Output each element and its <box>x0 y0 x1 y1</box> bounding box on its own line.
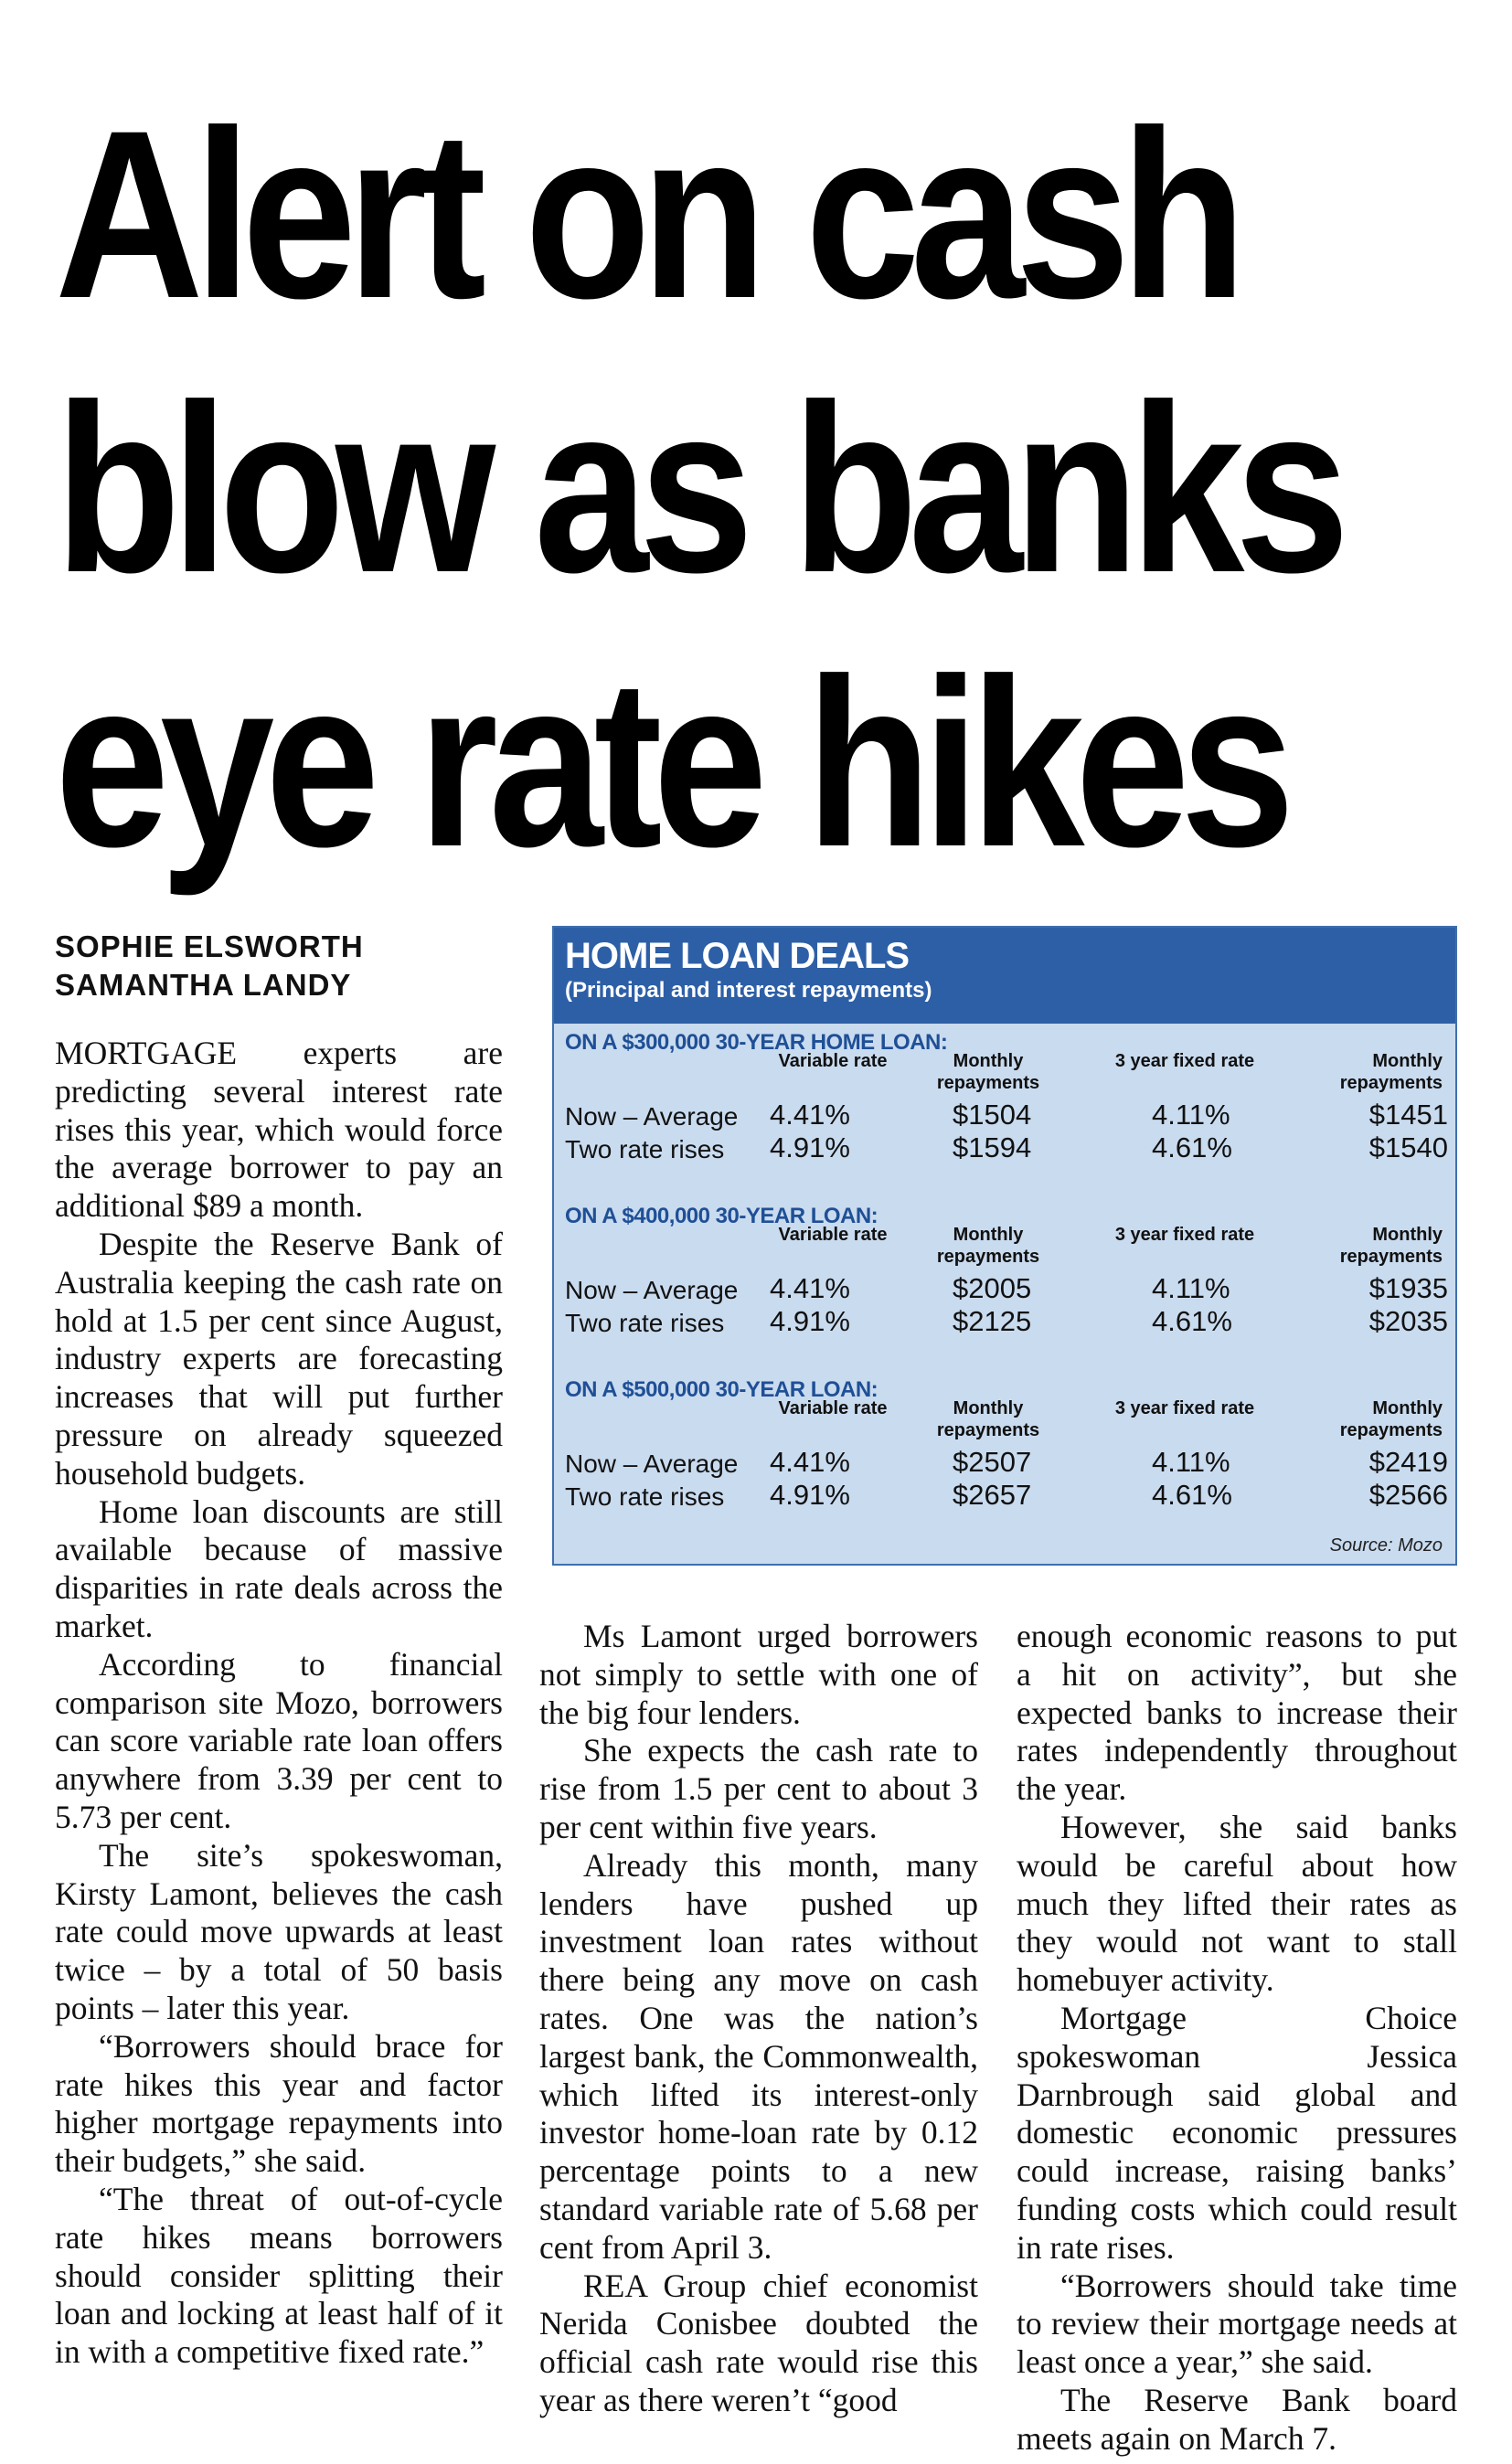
monthly-repayment: $1504 <box>953 1099 1032 1131</box>
fixed-rate: 4.61% <box>1152 1131 1232 1163</box>
section-title: ON A $400,000 30-YEAR LOAN: <box>565 1204 878 1228</box>
section-title: ON A $300,000 30-YEAR HOME LOAN: <box>565 1030 948 1055</box>
paragraph: Already this month, many lenders have pushed up investment loan rates without there being any move on cash rates. One was the nation’s largest bank, the Commonwealth, which lifted its interest-only investor home-loan rate by 0.12 percentage points to a new standard variable rate of 5.68 per cent from April 3. <box>539 1846 978 2266</box>
paragraph: The site’s spokeswoman, Kirsty Lamont, believes the cash rate could move upwards at least twice – by a total of 50 basis points – later this year. <box>55 1836 503 2026</box>
article-column-1 <box>55 1035 503 2372</box>
monthly-repayment: $2566 <box>1368 1479 1448 1511</box>
monthly-repayment: $2657 <box>953 1479 1032 1511</box>
paragraph: Mortgage Choice spokeswoman Jessica Darnbrough said global and domestic economic pressures could increase, raising banks’ funding costs which could result in rate rises. <box>1017 1999 1457 2266</box>
loan-section-400k <box>554 1204 1455 1377</box>
monthly-repayment: $2005 <box>953 1272 1032 1304</box>
table-subtitle: (Principal and interest repayments) <box>565 978 932 1003</box>
variable-rate: 4.41% <box>770 1099 850 1131</box>
fixed-rate: 4.61% <box>1152 1479 1232 1511</box>
author-name: SOPHIE ELSWORTH <box>55 929 364 963</box>
variable-rate: 4.41% <box>770 1446 850 1478</box>
monthly-repayment: $2419 <box>1368 1446 1448 1478</box>
paragraph: “Borrowers should brace for rate hikes this year and factor higher mortgage repayments into their budgets,” she said. <box>55 2027 503 2180</box>
headline-line-3: eye rate hikes <box>55 629 1286 897</box>
fixed-rate: 4.11% <box>1152 1446 1230 1478</box>
monthly-repayment: $1540 <box>1368 1131 1448 1163</box>
paragraph: “The threat of out-of-cycle rate hikes means borrowers should consider splitting their loan and locking at least half of it in with a competitive fixed rate.” <box>55 2180 503 2371</box>
row-label-now: Now – Average <box>565 1102 739 1131</box>
byline <box>55 928 364 1004</box>
paragraph: The Reserve Bank board meets again on March 7. <box>1017 2381 1457 2457</box>
variable-rate: 4.41% <box>770 1272 850 1304</box>
monthly-repayment: $1594 <box>953 1131 1032 1163</box>
table-source: Source: Mozo <box>1329 1535 1443 1556</box>
column-header-monthly: Monthly repayments <box>1339 1398 1443 1440</box>
loan-section-500k <box>554 1377 1455 1551</box>
fixed-rate: 4.61% <box>1152 1305 1232 1337</box>
monthly-repayment: $1451 <box>1368 1099 1448 1131</box>
paragraph: She expects the cash rate to rise from 1.5 per cent to about 3 per cent within five years. <box>539 1732 978 1845</box>
paragraph: Home loan discounts are still available because of massive disparities in rate deals across the market. <box>55 1492 503 1644</box>
paragraph: enough economic reasons to put a hit on activity”, but she expected banks to increase their rates independently throughout the year. <box>1017 1618 1457 1808</box>
monthly-repayment: $2507 <box>953 1446 1032 1478</box>
article-column-3 <box>1017 1618 1457 2459</box>
column-header-fixed: 3 year fixed rate <box>1114 1051 1255 1071</box>
paragraph: Despite the Reserve Bank of Australia keeping the cash rate on hold at 1.5 per cent since August, industry experts are forecasting increases that will put further pressure on already squeezed household budgets. <box>55 1225 503 1492</box>
column-header-fixed: 3 year fixed rate <box>1114 1398 1255 1418</box>
fixed-rate: 4.11% <box>1152 1272 1230 1304</box>
paragraph: According to financial comparison site Mozo, borrowers can score variable rate loan offers anywhere from 3.39 per cent to 5.73 per cent. <box>55 1645 503 1835</box>
variable-rate: 4.91% <box>770 1131 850 1163</box>
loan-section-300k <box>554 1030 1455 1204</box>
headline <box>55 78 1341 900</box>
row-label-two: Two rate rises <box>565 1482 725 1511</box>
column-header-monthly: Monthly repayments <box>1339 1051 1443 1093</box>
paragraph: Ms Lamont urged borrowers not simply to settle with one of the big four lenders. <box>539 1618 978 1731</box>
paragraph: REA Group chief economist Nerida Conisbee doubted the official cash rate would rise this year as there weren’t “good <box>539 2267 978 2418</box>
home-loan-deals-table <box>552 926 1457 1566</box>
column-header-monthly: Monthly repayments <box>936 1225 1040 1267</box>
headline-line-1: Alert on cash <box>55 80 1238 348</box>
column-header-fixed: 3 year fixed rate <box>1114 1225 1255 1245</box>
paragraph: MORTGAGE experts are predicting several interest rate rises this year, which would force the average borrower to pay an additional $89 a month. <box>55 1035 503 1225</box>
column-header-variable: Variable rate <box>778 1051 888 1071</box>
monthly-repayment: $2035 <box>1368 1305 1448 1337</box>
column-header-variable: Variable rate <box>778 1398 888 1418</box>
column-header-variable: Variable rate <box>778 1225 888 1245</box>
fixed-rate: 4.11% <box>1152 1099 1230 1131</box>
variable-rate: 4.91% <box>770 1479 850 1511</box>
paragraph: “Borrowers should take time to review their mortgage needs at least once a year,” she said. <box>1017 2267 1457 2381</box>
table-header <box>554 928 1455 1024</box>
column-header-monthly: Monthly repayments <box>936 1398 1040 1440</box>
column-header-monthly: Monthly repayments <box>936 1051 1040 1093</box>
row-label-two: Two rate rises <box>565 1135 725 1163</box>
paragraph: However, she said banks would be careful about how much they lifted their rates as they would not want to stall homebuyer activity. <box>1017 1808 1457 1999</box>
section-title: ON A $500,000 30-YEAR LOAN: <box>565 1377 878 1402</box>
variable-rate: 4.91% <box>770 1305 850 1337</box>
headline-line-2: blow as banks <box>55 355 1341 622</box>
author-name: SAMANTHA LANDY <box>55 968 352 1002</box>
table-title: HOME LOAN DEALS <box>565 936 910 976</box>
monthly-repayment: $2125 <box>953 1305 1032 1337</box>
article-column-2 <box>539 1618 978 2420</box>
row-label-now: Now – Average <box>565 1450 739 1478</box>
row-label-two: Two rate rises <box>565 1309 725 1337</box>
column-header-monthly: Monthly repayments <box>1339 1225 1443 1267</box>
monthly-repayment: $1935 <box>1368 1272 1448 1304</box>
row-label-now: Now – Average <box>565 1276 739 1304</box>
